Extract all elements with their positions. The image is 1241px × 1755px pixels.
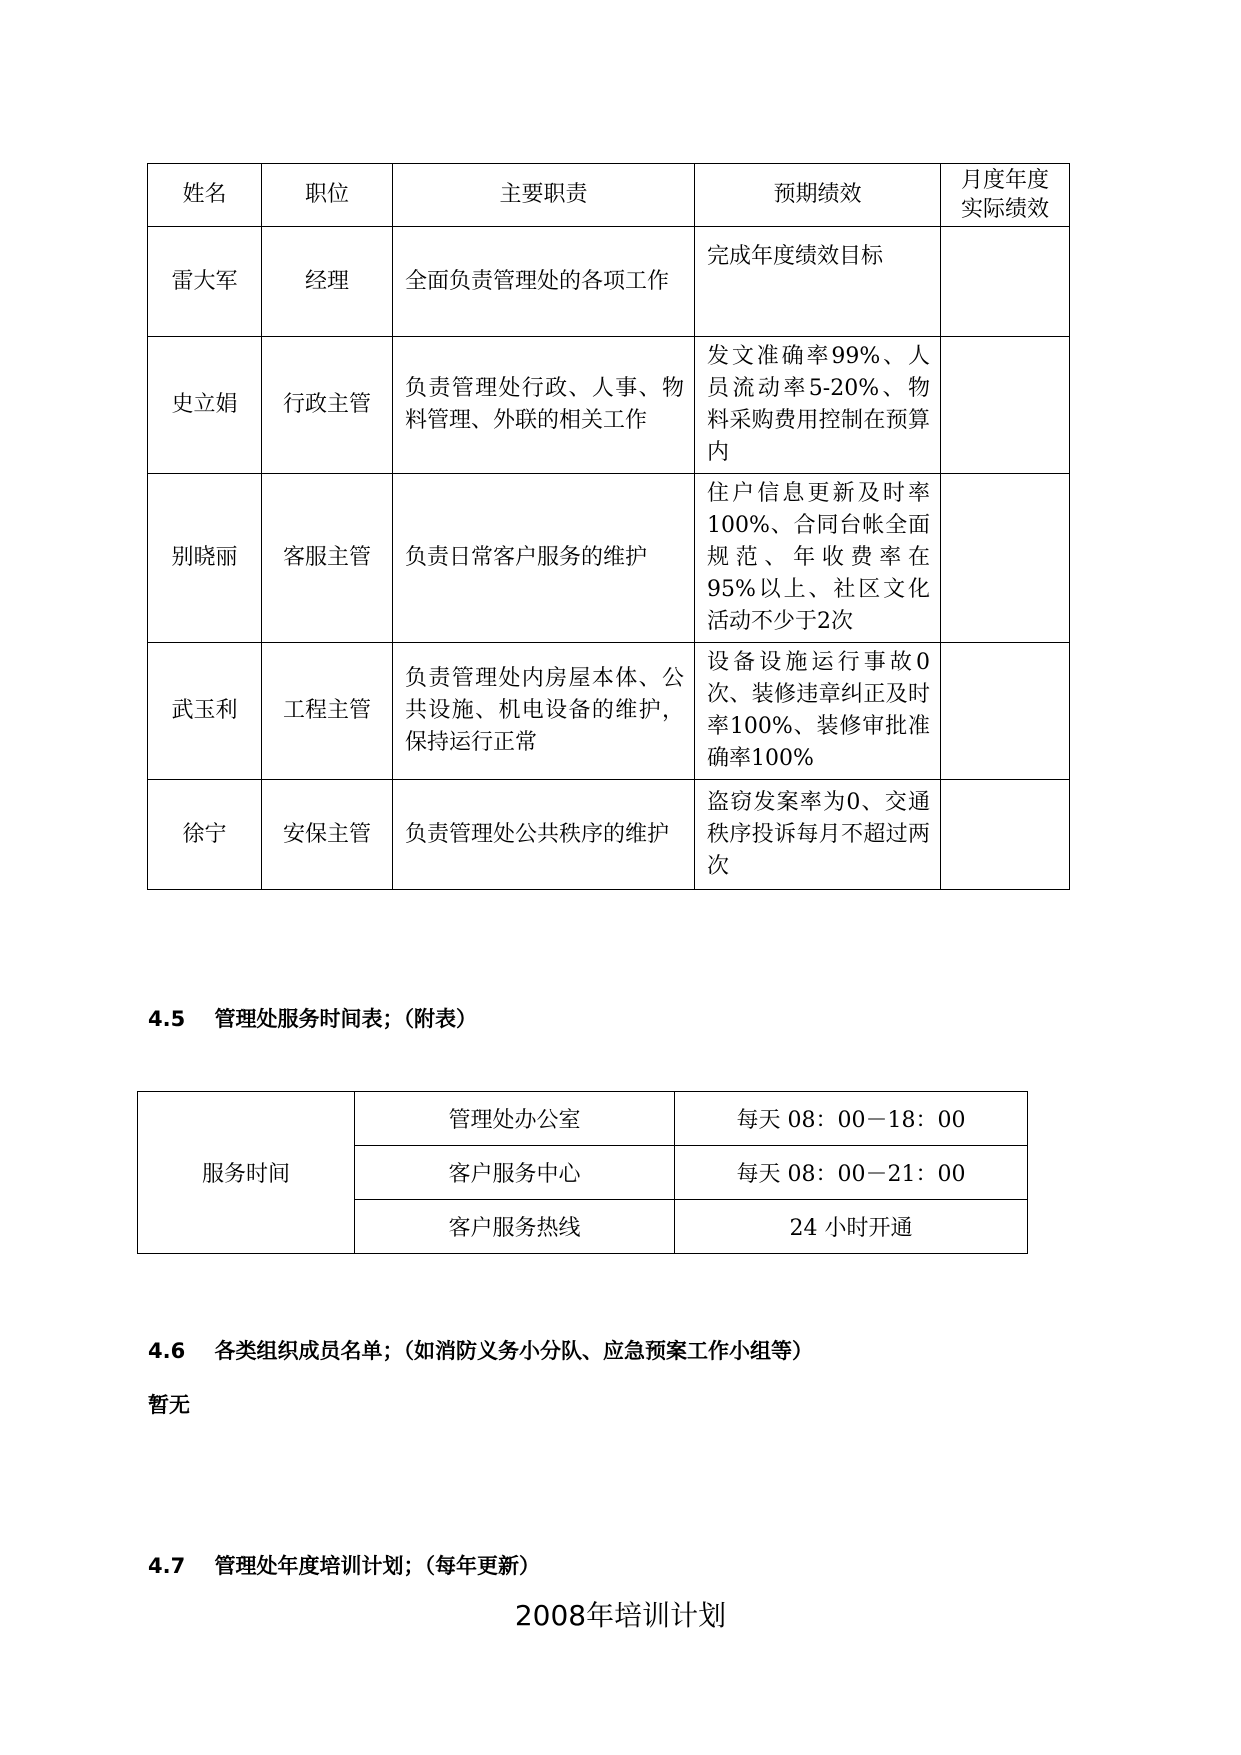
- staff-duty: 负责管理处公共秩序的维护: [393, 780, 695, 890]
- staff-actual: [941, 643, 1070, 780]
- service-hours: 每天 08：00－21：00: [675, 1146, 1028, 1200]
- staff-duty: 全面负责管理处的各项工作: [393, 227, 695, 337]
- section-4-7-heading: [148, 1550, 540, 1580]
- header-performance: 预期绩效: [695, 164, 941, 227]
- table-row: [148, 643, 1070, 780]
- staff-position: 安保主管: [262, 780, 393, 890]
- section-title: 管理处年度培训计划；（每年更新）: [214, 1554, 540, 1578]
- table-row: [148, 474, 1070, 643]
- service-place: 客户服务中心: [355, 1146, 675, 1200]
- staff-actual: [941, 337, 1070, 474]
- staff-actual: [941, 780, 1070, 890]
- staff-position: 客服主管: [262, 474, 393, 643]
- header-name: 姓名: [148, 164, 262, 227]
- section-title: 管理处服务时间表；（附表）: [214, 1007, 477, 1031]
- header-position: 职位: [262, 164, 393, 227]
- section-4-5-heading: [148, 1003, 477, 1033]
- service-hours: 24 小时开通: [675, 1200, 1028, 1254]
- section-number: 4.5: [148, 1007, 186, 1031]
- service-place: 客户服务热线: [355, 1200, 675, 1254]
- staff-performance: 住户信息更新及时率100%、合同台帐全面规范、年收费率在95%以上、社区文化活动不少于2次: [695, 474, 941, 643]
- staff-name: 史立娟: [148, 337, 262, 474]
- staff-duty: 负责管理处内房屋本体、公共设施、机电设备的维护，保持运行正常: [393, 643, 695, 780]
- service-time-table: [137, 1091, 1028, 1254]
- staff-name: 徐宁: [148, 780, 262, 890]
- table-row: [148, 227, 1070, 337]
- staff-position: 经理: [262, 227, 393, 337]
- staff-name: 雷大军: [148, 227, 262, 337]
- staff-duty: 负责管理处行政、人事、物料管理、外联的相关工作: [393, 337, 695, 474]
- staff-table: [147, 163, 1070, 890]
- staff-position: 行政主管: [262, 337, 393, 474]
- staff-name: 别晓丽: [148, 474, 262, 643]
- header-actual: 月度年度 实际绩效: [941, 164, 1070, 227]
- staff-performance: 完成年度绩效目标: [695, 227, 941, 337]
- service-time-label: 服务时间: [138, 1092, 355, 1254]
- staff-actual: [941, 227, 1070, 337]
- section-number: 4.6: [148, 1339, 186, 1363]
- table-header-row: [148, 164, 1070, 227]
- staff-duty: 负责日常客户服务的维护: [393, 474, 695, 643]
- service-hours: 每天 08：00－18：00: [675, 1092, 1028, 1146]
- section-number: 4.7: [148, 1554, 186, 1578]
- table-row: [148, 337, 1070, 474]
- table-row: [138, 1092, 1028, 1146]
- section-4-6-content: 暂无: [148, 1393, 190, 1417]
- header-duty: 主要职责: [393, 164, 695, 227]
- service-place: 管理处办公室: [355, 1092, 675, 1146]
- staff-name: 武玉利: [148, 643, 262, 780]
- staff-performance: 盗窃发案率为0、交通秩序投诉每月不超过两次: [695, 780, 941, 890]
- staff-actual: [941, 474, 1070, 643]
- staff-position: 工程主管: [262, 643, 393, 780]
- table-row: [148, 780, 1070, 890]
- staff-performance: 设备设施运行事故0次、装修违章纠正及时率100%、装修审批准确率100%: [695, 643, 941, 780]
- staff-performance: 发文准确率99%、人员流动率5-20%、物料采购费用控制在预算内: [695, 337, 941, 474]
- section-title: 各类组织成员名单；（如消防义务小分队、应急预案工作小组等）: [214, 1339, 813, 1363]
- training-plan-title: 2008年培训计划: [514, 1599, 727, 1632]
- section-4-6-heading: [148, 1335, 813, 1365]
